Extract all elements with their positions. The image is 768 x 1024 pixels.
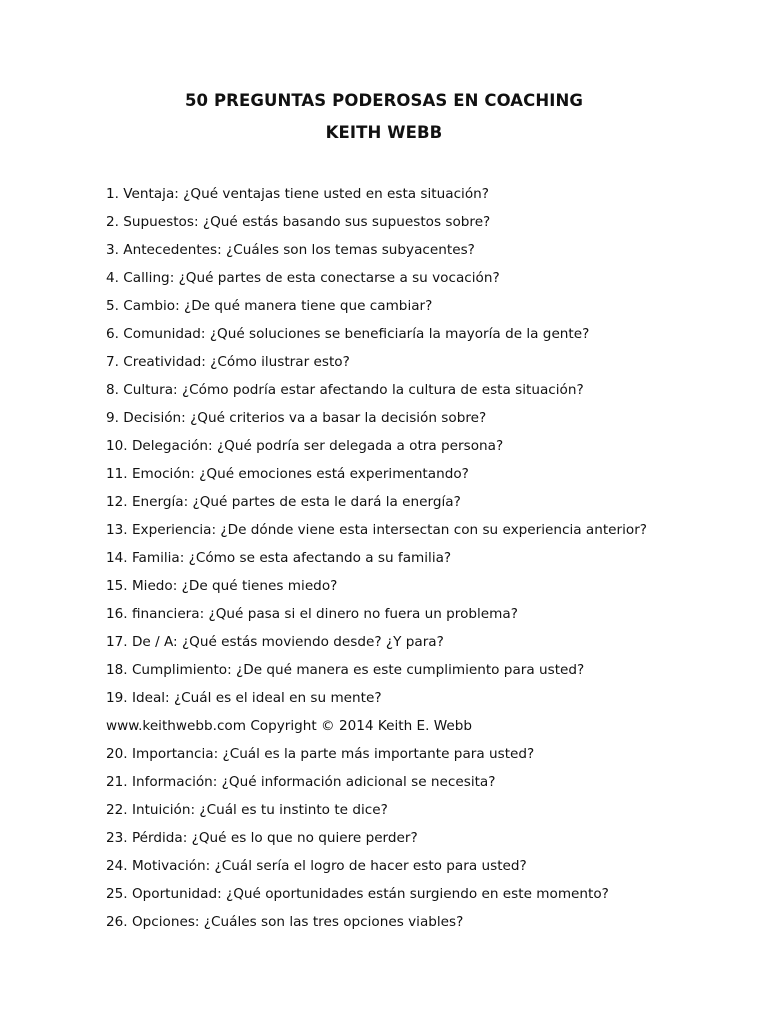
question-item: 1. Ventaja: ¿Qué ventajas tiene usted en esta situación?: [106, 186, 489, 202]
question-item: 4. Calling: ¿Qué partes de esta conectarse a su vocación?: [106, 270, 500, 286]
question-item: 5. Cambio: ¿De qué manera tiene que cambiar?: [106, 298, 433, 314]
question-item: 6. Comunidad: ¿Qué soluciones se beneficiaría la mayoría de la gente?: [106, 326, 590, 342]
question-item: 13. Experiencia: ¿De dónde viene esta intersectan con su experiencia anterior?: [106, 522, 648, 538]
question-item: 7. Creatividad: ¿Cómo ilustrar esto?: [106, 354, 350, 370]
question-item: 25. Oportunidad: ¿Qué oportunidades están surgiendo en este momento?: [106, 886, 609, 902]
question-item: 21. Información: ¿Qué información adicional se necesita?: [106, 774, 496, 790]
question-list: [106, 180, 746, 936]
question-item: 11. Emoción: ¿Qué emociones está experimentando?: [106, 466, 469, 482]
question-item: 24. Motivación: ¿Cuál sería el logro de hacer esto para usted?: [106, 858, 527, 874]
question-item: 2. Supuestos: ¿Qué estás basando sus supuestos sobre?: [106, 214, 491, 230]
question-item: 3. Antecedentes: ¿Cuáles son los temas subyacentes?: [106, 242, 475, 258]
question-item: 12. Energía: ¿Qué partes de esta le dará la energía?: [106, 494, 461, 510]
question-item: 20. Importancia: ¿Cuál es la parte más importante para usted?: [106, 746, 535, 762]
question-item: 22. Intuición: ¿Cuál es tu instinto te dice?: [106, 802, 388, 818]
document-title: 50 PREGUNTAS PODEROSAS EN COACHING: [184, 91, 584, 110]
document-author: KEITH WEBB: [325, 123, 443, 142]
question-item: 16. financiera: ¿Qué pasa si el dinero no fuera un problema?: [106, 606, 518, 622]
question-item: 19. Ideal: ¿Cuál es el ideal en su mente?: [106, 690, 382, 706]
question-item: 14. Familia: ¿Cómo se esta afectando a su familia?: [106, 550, 452, 566]
question-item: 10. Delegación: ¿Qué podría ser delegada a otra persona?: [106, 438, 504, 454]
question-item: 18. Cumplimiento: ¿De qué manera es este cumplimiento para usted?: [106, 662, 585, 678]
question-item: 9. Decisión: ¿Qué criterios va a basar la decisión sobre?: [106, 410, 487, 426]
question-item: 8. Cultura: ¿Cómo podría estar afectando la cultura de esta situación?: [106, 382, 584, 398]
question-item: 26. Opciones: ¿Cuáles son las tres opciones viables?: [106, 914, 464, 930]
copyright-line: www.keithwebb.com Copyright © 2014 Keith E. Webb: [106, 718, 473, 734]
question-item: 23. Pérdida: ¿Qué es lo que no quiere perder?: [106, 830, 418, 846]
question-item: 15. Miedo: ¿De qué tienes miedo?: [106, 578, 338, 594]
question-item: 17. De / A: ¿Qué estás moviendo desde? ¿Y para?: [106, 634, 444, 650]
